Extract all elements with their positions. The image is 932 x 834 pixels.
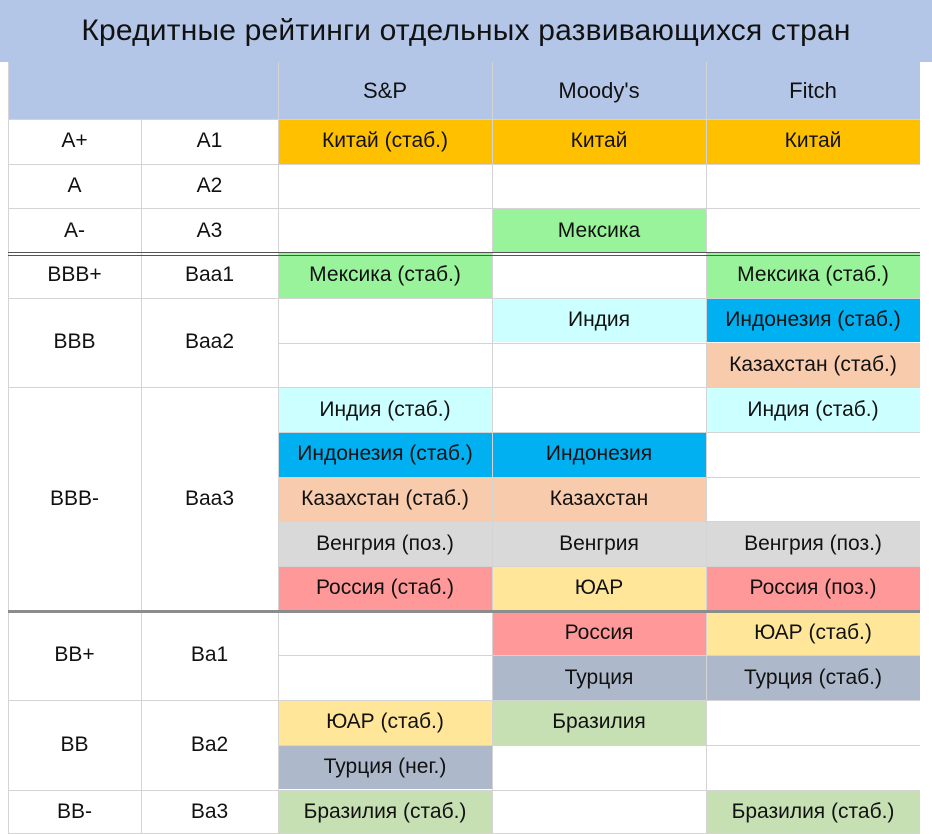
ratings-table [0, 62, 932, 834]
country-cell: Индонезия (стаб.) [278, 432, 492, 477]
rating-moodys: Baa3 [184, 486, 235, 510]
country-cell: Мексика [492, 208, 706, 253]
rating-sp-fitch: BB+ [54, 643, 95, 667]
grid-line [8, 208, 920, 209]
grid-line [8, 164, 920, 165]
country-cell: Индонезия [492, 432, 706, 477]
grid-line [8, 62, 9, 834]
grid-line [8, 119, 920, 120]
header-blank [8, 62, 278, 119]
country-cell: Мексика (стаб.) [706, 253, 920, 298]
grid-line [8, 252, 920, 256]
country-cell: ЮАР (стаб.) [278, 700, 492, 745]
country-cell: Венгрия (поз.) [278, 521, 492, 566]
rating-moodys: Ba3 [190, 799, 229, 823]
agency-header: Fitch [706, 62, 920, 119]
country-cell: ЮАР [492, 566, 706, 611]
country-cell: Турция (нег.) [278, 745, 492, 790]
country-cell: Китай [492, 119, 706, 164]
country-cell: Индия [492, 298, 706, 343]
country-cell: Казахстан (стаб.) [278, 477, 492, 522]
rating-sp-fitch: A+ [61, 129, 88, 153]
country-cell: Мексика (стаб.) [278, 253, 492, 298]
grid-line [278, 477, 920, 478]
country-cell: Казахстан (стаб.) [706, 343, 920, 388]
grid-line [278, 566, 920, 567]
rating-sp-fitch: BBB [53, 330, 96, 354]
grid-line [8, 298, 920, 299]
grid-line [278, 745, 920, 746]
grid-line [8, 610, 920, 613]
country-cell: Китай [706, 119, 920, 164]
grid-line [141, 119, 142, 834]
rating-moodys: A3 [196, 218, 223, 242]
rating-moodys: Baa1 [184, 263, 235, 287]
grid-line [278, 343, 920, 344]
grid-line [492, 62, 493, 834]
rating-sp-fitch: BB [60, 732, 89, 756]
country-cell: Турция (стаб.) [706, 655, 920, 700]
grid-line [278, 655, 920, 656]
country-cell: Индия (стаб.) [706, 387, 920, 432]
grid-line [8, 387, 920, 388]
agency-header: Moody's [492, 62, 706, 119]
rating-moodys: A1 [196, 129, 223, 153]
rating-moodys: Baa2 [184, 330, 235, 354]
rating-sp-fitch: BB- [56, 799, 92, 823]
country-cell: Индия (стаб.) [278, 387, 492, 432]
country-cell: Россия (поз.) [706, 566, 920, 611]
grid-line [706, 62, 707, 834]
rating-sp-fitch: A [67, 174, 82, 198]
country-cell: Бразилия (стаб.) [706, 790, 920, 834]
page-title: Кредитные рейтинги отдельных развивающихся стран [0, 0, 932, 62]
rating-moodys: Ba1 [190, 643, 229, 667]
country-cell: Китай (стаб.) [278, 119, 492, 164]
grid-line [8, 790, 920, 791]
grid-line [278, 432, 920, 433]
country-cell: Венгрия [492, 521, 706, 566]
grid-line [8, 700, 920, 701]
agency-header: S&P [278, 62, 492, 119]
country-cell: Россия [492, 611, 706, 656]
rating-sp-fitch: A- [64, 218, 85, 242]
country-cell: Бразилия (стаб.) [278, 790, 492, 834]
rating-sp-fitch: BBB+ [47, 263, 102, 287]
country-cell: Венгрия (поз.) [706, 521, 920, 566]
rating-sp-fitch: BBB- [49, 486, 99, 510]
rating-moodys: Ba2 [190, 732, 229, 756]
country-cell: Казахстан [492, 477, 706, 522]
grid-line [278, 521, 920, 522]
country-cell: ЮАР (стаб.) [706, 611, 920, 656]
rating-moodys: A2 [196, 174, 223, 198]
country-cell: Турция [492, 655, 706, 700]
country-cell: Индонезия (стаб.) [706, 298, 920, 343]
country-cell: Бразилия [492, 700, 706, 745]
grid-line [278, 62, 279, 834]
country-cell: Россия (стаб.) [278, 566, 492, 611]
